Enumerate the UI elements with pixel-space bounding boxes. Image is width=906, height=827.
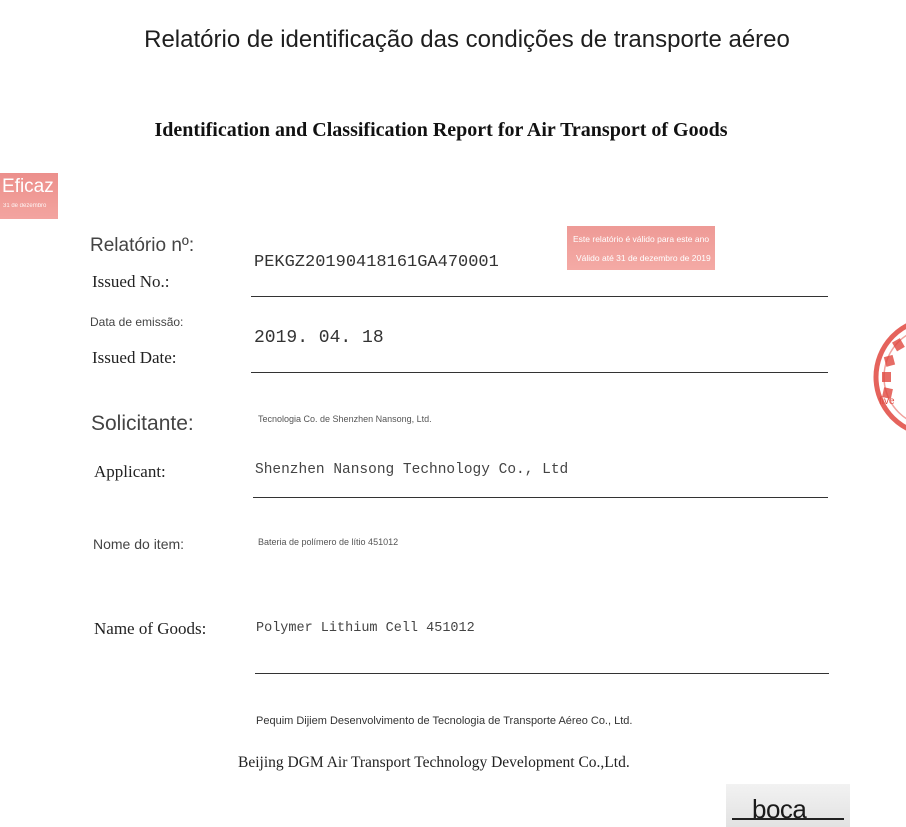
english-title: Identification and Classification Report for Air Transport of Goods — [154, 119, 728, 141]
applicant-label-en: Applicant: — [94, 462, 166, 481]
issued-no-label-en: Issued No.: — [92, 272, 170, 291]
applicant-value: Shenzhen Nansong Technology Co., Ltd — [255, 462, 569, 478]
validity-stamp-line1: Este relatório é válido para este ano — [573, 234, 710, 244]
red-seal-icon — [870, 312, 906, 442]
goods-value-pt: Bateria de polímero de lítio 451012 — [258, 537, 399, 547]
issuer-name-en: Beijing DGM Air Transport Technology Development Co.,Ltd. — [238, 754, 630, 771]
issued-date-underline — [251, 372, 828, 373]
applicant-label-pt: Solicitante: — [91, 412, 194, 435]
issued-no-value: PEKGZ20190418161GA470001 — [254, 253, 499, 272]
validity-stamp-line2: Válido até 31 de dezembro de 2019 — [576, 253, 711, 263]
issuer-name-pt: Pequim Dijiem Desenvolvimento de Tecnologia de Transporte Aéreo Co., Ltd. — [256, 715, 633, 727]
eficaz-stamp-date: 31 de dezembro — [3, 203, 47, 209]
issued-no-underline — [251, 296, 828, 297]
portuguese-title: Relatório de identificação das condições de transporte aéreo — [144, 26, 790, 53]
validity-stamp — [567, 226, 715, 270]
issued-date-label-en: Issued Date: — [92, 348, 177, 367]
issued-no-label-pt: Relatório nº: — [90, 235, 195, 256]
goods-value: Polymer Lithium Cell 451012 — [256, 621, 475, 636]
eficaz-stamp — [0, 173, 58, 219]
goods-label-en: Name of Goods: — [94, 619, 207, 638]
issued-date-label-pt: Data de emissão: — [90, 315, 184, 329]
applicant-value-pt: Tecnologia Co. de Shenzhen Nansong, Ltd. — [258, 414, 432, 424]
eficaz-stamp-text: Eficaz — [2, 176, 54, 197]
goods-label-pt: Nome do item: — [93, 536, 185, 552]
goods-underline — [255, 673, 829, 674]
seal-fragment-text: five — [879, 396, 895, 407]
applicant-underline — [253, 497, 828, 498]
corner-mark — [726, 784, 850, 827]
corner-mark-bar — [732, 818, 844, 824]
corner-mark-text: boca — [752, 794, 807, 824]
issued-date-value: 2019. 04. 18 — [254, 328, 384, 348]
